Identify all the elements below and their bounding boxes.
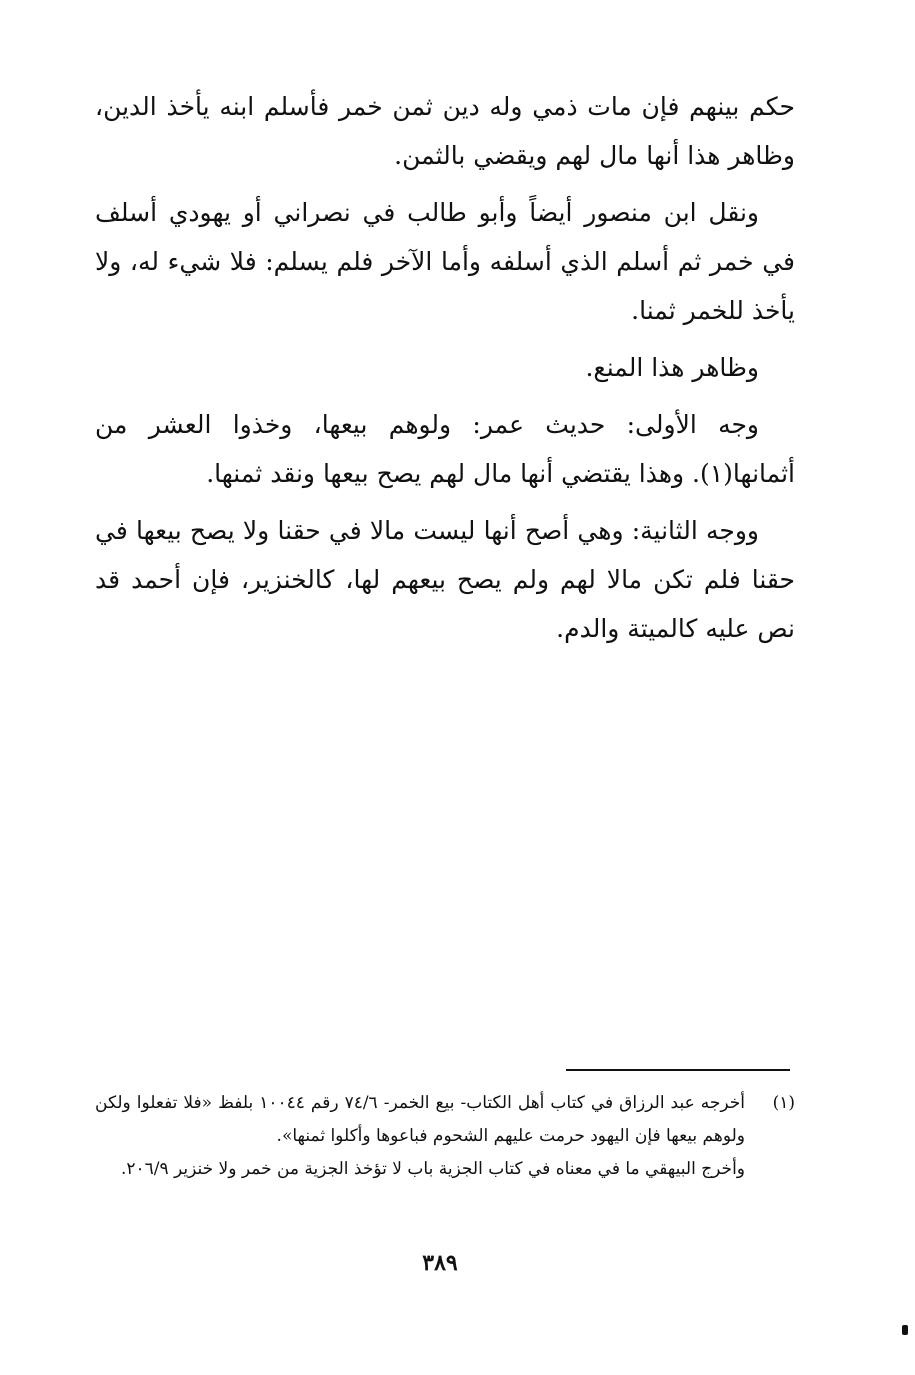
footnote-body [95,1087,745,1186]
paragraph: ونقل ابن منصور أيضاً وأبو طالب في نصراني أو يهودي أسلف في خمر ثم أسلم الذي أسلفه وأما الآخر فلم يسلم: فلا شيء له، ولا يأخذ للخمر ثمنا. [95,198,795,325]
main-text [95,82,795,661]
paragraph: ووجه الثانية: وهي أصح أنها ليست مالا في حقنا ولا يصح بيعها في حقنا فلم تكن مالا لهم ولم يصح بيعهم لها، كالخنزير، فإن أحمد قد نص عليه كالميتة والدم. [95,516,795,643]
footnote-marker: (١) [772,1093,795,1113]
footnote-line: أخرجه عبد الرزاق في كتاب أهل الكتاب- بيع الخمر- ٧٤/٦ رقم ١٠٠٤٤ بلفظ «فلا تفعلوا ولكن ولوهم بيعها فإن اليهود حرمت عليهم الشحوم فباعوها وأكلوا ثمنها». [95,1093,746,1146]
paragraph: حكم بينهم فإن مات ذمي وله دين ثمن خمر فأسلم ابنه يأخذ الدين، وظاهر هذا أنها مال لهم ويقضي بالثمن. [95,92,795,170]
paragraph: وظاهر هذا المنع. [585,353,759,382]
footnotes [95,1087,795,1186]
footnote-line: وأخرج البيهقي ما في معناه في كتاب الجزية باب لا تؤخذ الجزية من خمر ولا خنزير ٢٠٦/٩. [120,1159,745,1179]
page-number: ٣٨٩ [422,1250,458,1276]
footnote-1 [95,1087,795,1186]
footnote-divider [566,1069,790,1071]
scan-edge-mark [902,1325,908,1335]
paragraph: وجه الأولى: حديث عمر: ولوهم بيعها، وخذوا العشر من أثمانها(١). وهذا يقتضي أنها مال لهم يصح بيعها ونقد ثمنها. [95,410,795,488]
